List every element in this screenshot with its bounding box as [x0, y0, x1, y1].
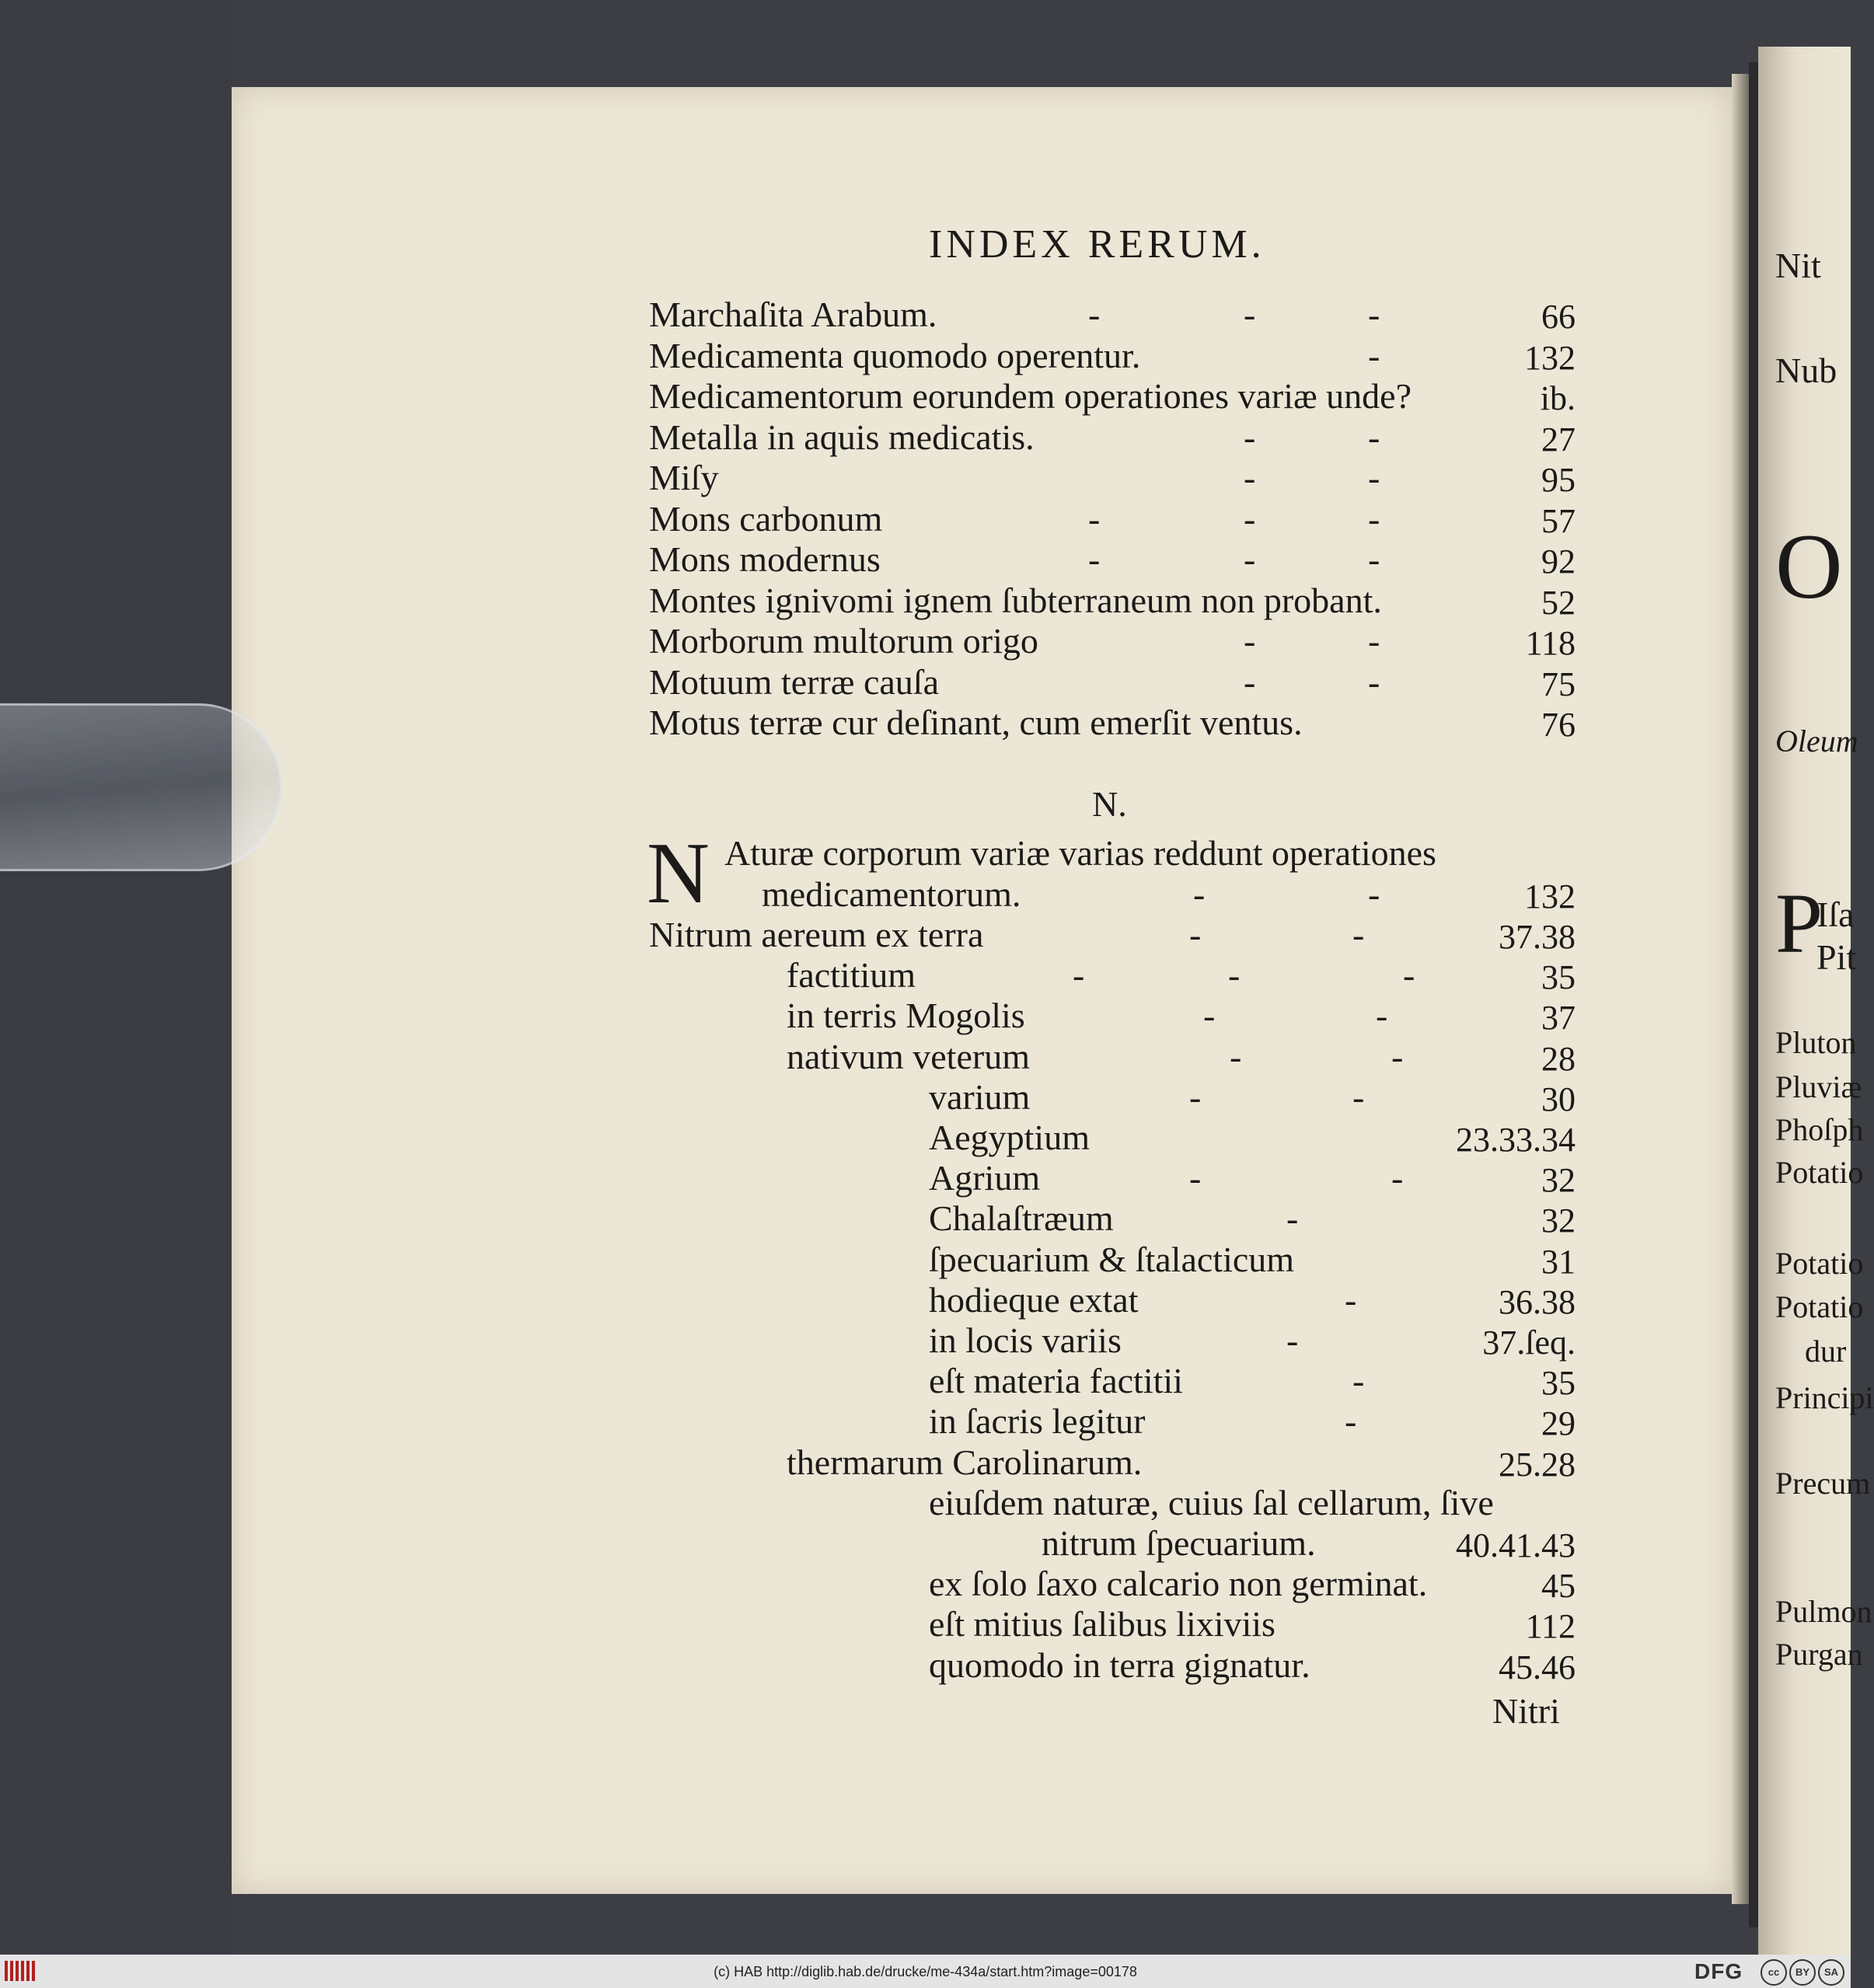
page-number: ib.: [1540, 379, 1576, 417]
page-number: 92: [1541, 542, 1576, 581]
index-entry-text: Motus terræ cur deſinant, cum emerſit ventus.: [649, 703, 1303, 742]
leader-dash: -: [1193, 874, 1206, 914]
page-number: 95: [1541, 461, 1576, 499]
page-number: 66: [1541, 298, 1576, 336]
page-number: 32: [1541, 1202, 1576, 1240]
leader-dash: -: [1368, 539, 1380, 579]
index-entry-text: Miſy: [649, 458, 719, 497]
leader-dash: -: [1088, 295, 1101, 334]
leader-dash: -: [1244, 539, 1256, 579]
nitrum-entry-text: nativum veterum: [787, 1037, 1030, 1076]
facing-line: Oleum: [1775, 724, 1858, 759]
facing-line: dur: [1805, 1334, 1847, 1369]
page-number: 25.28: [1499, 1446, 1576, 1484]
page-number: 57: [1541, 502, 1576, 540]
page-number: 75: [1541, 665, 1576, 703]
nitrum-entry-text: hodieque extat: [929, 1280, 1139, 1320]
leader-dash: -: [1073, 955, 1085, 995]
nitrum-entry-text: eſt materia factitii: [929, 1361, 1183, 1400]
cc-sa-icon: SA: [1818, 1959, 1844, 1986]
facing-line: Precum: [1775, 1466, 1871, 1501]
nitrum-entry-text: in terris Mogolis: [787, 996, 1025, 1035]
leader-dash: -: [1244, 295, 1256, 334]
page-number: 52: [1541, 584, 1576, 622]
nitrum-entry-text: varium: [929, 1077, 1031, 1117]
leader-dash: -: [1286, 1198, 1299, 1238]
leader-dash: -: [1244, 499, 1256, 539]
nitrum-entry-text: eſt mitius ſalibus lixiviis: [929, 1604, 1276, 1644]
index-entry-text: Montes ignivomi ignem ſubterraneum non probant.: [649, 581, 1382, 620]
leader-dash: -: [1391, 1037, 1404, 1076]
page-number: 28: [1541, 1040, 1576, 1078]
facing-page-fragment: [1758, 47, 1874, 1958]
leader-dash: -: [1203, 996, 1216, 1035]
running-head: INDEX RERUM.: [929, 222, 1265, 267]
facing-line: Nub: [1775, 351, 1837, 390]
facing-line: Potatio: [1775, 1246, 1864, 1281]
leader-dash: -: [1403, 955, 1415, 995]
index-entry-text: Metalla in aquis medicatis.: [649, 417, 1035, 457]
page-number: 27: [1541, 420, 1576, 459]
facing-line: Purgan: [1775, 1637, 1863, 1672]
page-number: 32: [1541, 1161, 1576, 1199]
left-background: [0, 0, 233, 1955]
page-number: 37.38: [1499, 918, 1576, 956]
nitrum-entry-text: ex ſolo ſaxo calcario non germinat.: [929, 1564, 1428, 1603]
leader-dash: -: [1088, 539, 1101, 579]
leader-dash: -: [1368, 874, 1380, 914]
leader-dash: -: [1189, 1077, 1202, 1117]
nitrum-entry-text: in ſacris legitur: [929, 1401, 1146, 1441]
page-number: 29: [1541, 1404, 1576, 1442]
leader-dash: -: [1286, 1320, 1299, 1360]
index-entry-text: Mons modernus: [649, 539, 881, 579]
footer-credit: (c) HAB http://diglib.hab.de/drucke/me-434a/start.htm?image=00178: [714, 1964, 1137, 1979]
leader-dash: -: [1368, 295, 1380, 334]
nitrum-entry-text: Aegyptium: [929, 1118, 1090, 1157]
section-letter: N.: [1092, 784, 1127, 824]
leader-dash: -: [1352, 1077, 1365, 1117]
leader-dash: -: [1391, 1158, 1404, 1198]
leader-dash: -: [1244, 417, 1256, 457]
leader-dash: -: [1352, 915, 1365, 954]
facing-line: Pluviæ: [1775, 1069, 1862, 1104]
nitrum-entry-text: Nitrum aereum ex terra: [649, 915, 984, 954]
n-entry-line2: medicamentorum.: [762, 874, 1021, 914]
catchword: Nitri: [1492, 1691, 1560, 1731]
facing-line: Pulmon: [1775, 1594, 1872, 1629]
leader-dash: -: [1368, 662, 1380, 702]
facing-dropcap: P: [1775, 876, 1823, 971]
page-number: 37.ſeq.: [1482, 1324, 1576, 1362]
page-number: 45: [1541, 1567, 1576, 1605]
nitrum-entry-text: Agrium: [929, 1158, 1041, 1198]
leader-dash: -: [1228, 955, 1241, 995]
nitrum-entry-text: thermarum Carolinarum.: [787, 1442, 1143, 1482]
leader-dash: -: [1345, 1401, 1357, 1441]
page-number: 35: [1541, 1364, 1576, 1402]
facing-line: Pluton: [1775, 1025, 1857, 1060]
leader-dash: -: [1088, 499, 1101, 539]
nitrum-entry-text: factitium: [787, 955, 916, 995]
leader-dash: -: [1368, 458, 1380, 497]
page-number: 40.41.43: [1456, 1526, 1576, 1564]
facing-initial: O: [1775, 514, 1843, 618]
facing-line: Pit: [1816, 937, 1857, 977]
leader-dash: -: [1368, 336, 1380, 375]
leader-dash: -: [1244, 621, 1256, 661]
nitrum-entry-text: quomodo in terra gignatur.: [929, 1645, 1310, 1685]
page-number: 76: [1541, 706, 1576, 744]
facing-line: Nit: [1775, 246, 1821, 285]
leader-dash: -: [1368, 621, 1380, 661]
index-entry-text: Morborum multorum origo: [649, 621, 1038, 661]
dropcap-initial: N: [647, 825, 710, 922]
page-number: 36.38: [1499, 1283, 1576, 1321]
dfg-logo: DFG: [1694, 1959, 1743, 1983]
facing-line: Phoſph: [1775, 1112, 1864, 1147]
nitrum-entry-text: Chalaſtræum: [929, 1198, 1114, 1238]
page-number: 112: [1525, 1607, 1576, 1645]
page-number: 118: [1525, 624, 1576, 662]
index-entry-text: Mons carbonum: [649, 499, 883, 539]
index-entry-text: Marchaſita Arabum.: [649, 295, 937, 334]
leader-dash: -: [1244, 458, 1256, 497]
leader-dash: -: [1345, 1280, 1357, 1320]
nitrum-entry-text: eiuſdem naturæ, cuius ſal cellarum, ſive: [929, 1483, 1494, 1522]
page-number: 31: [1541, 1243, 1576, 1281]
nitrum-entry-text: in locis variis: [929, 1320, 1122, 1360]
viewer-footer: [0, 1955, 1851, 1988]
n-entry-line1: Aturæ corporum variæ varias reddunt operationes: [724, 833, 1436, 873]
page-number: 132: [1524, 877, 1576, 916]
page-number: 45.46: [1499, 1648, 1576, 1686]
page-number: 23.33.34: [1456, 1121, 1576, 1159]
index-entry-text: Medicamenta quomodo operentur.: [649, 336, 1141, 375]
leader-dash: -: [1368, 417, 1380, 457]
leader-dash: -: [1189, 1158, 1202, 1198]
index-entry-text: Motuum terræ cauſa: [649, 662, 940, 702]
page-number: 132: [1524, 339, 1576, 377]
page-number: 37: [1541, 999, 1576, 1037]
facing-line: Potatio: [1775, 1289, 1864, 1324]
leader-dash: -: [1189, 915, 1202, 954]
leader-dash: -: [1230, 1037, 1242, 1076]
facing-line: Principi: [1775, 1380, 1874, 1415]
index-entry-text: Medicamentorum eorundem operationes variæ unde?: [649, 376, 1412, 416]
facing-line: Potatio: [1775, 1155, 1864, 1190]
cc-license-icon: cc: [1761, 1959, 1787, 1986]
leader-dash: -: [1376, 996, 1388, 1035]
leader-dash: -: [1352, 1361, 1365, 1400]
page-clamp: [0, 703, 282, 871]
page-number: 30: [1541, 1080, 1576, 1118]
facing-line: Iſa: [1816, 895, 1855, 934]
cc-by-icon: BY: [1789, 1959, 1816, 1986]
leader-dash: -: [1368, 499, 1380, 539]
leader-dash: -: [1244, 662, 1256, 702]
nitrum-entry-text: ſpecuarium & ſtalacticum: [929, 1240, 1295, 1279]
nitrum-entry-text: nitrum ſpecuarium.: [1042, 1523, 1316, 1563]
page-number: 35: [1541, 958, 1576, 996]
